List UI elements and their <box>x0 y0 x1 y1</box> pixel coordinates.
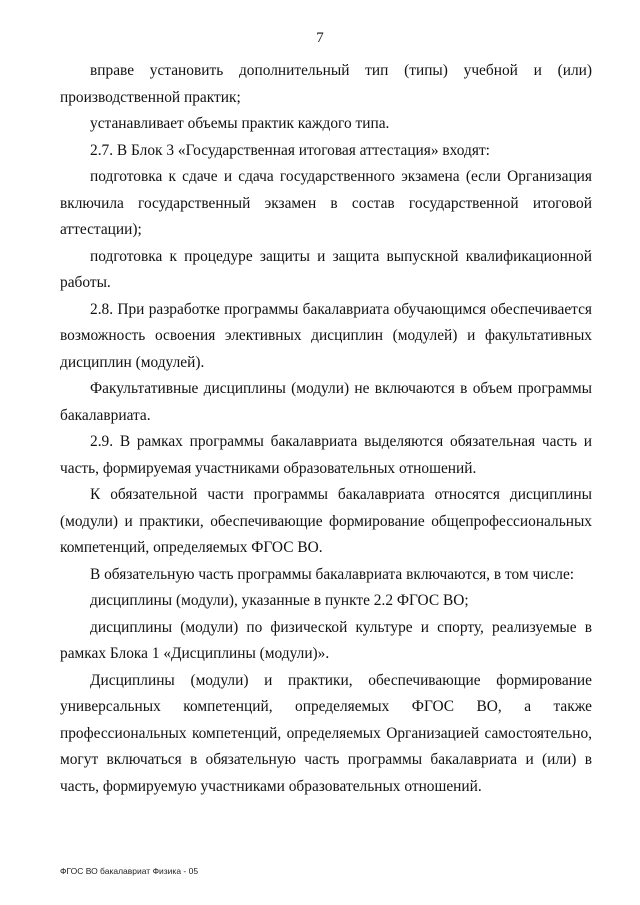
document-body <box>60 58 592 800</box>
paragraph-mandatory-part: К обязательной части программы бакалавриата относятся дисциплины (модули) и практики, обеспечивающие формирование общепрофессиональных компетенций, определяемых ФГОС ВО. <box>60 486 592 556</box>
page-footer: ФГОС ВО бакалавриат Физика - 05 <box>60 866 199 876</box>
paragraph-2-8: 2.8. При разработке программы бакалавриата обучающимся обеспечивается возможность освоения элективных дисциплин (модулей) и факультативных дисциплин (модулей). <box>60 300 592 371</box>
paragraph-thesis-defense: подготовка к процедуре защиты и защита выпускной квалификационной работы. <box>60 247 592 291</box>
paragraph-practice-volume: устанавливает объемы практик каждого типа. <box>90 115 390 132</box>
paragraph-universal-competencies: Дисциплины (модули) и практики, обеспечивающие формирование универсальных компетенций, определяемых ФГОС ВО, а также профессиональных компетенций, определяемых Организацией самостоятельно, могут включаться в обязательную часть программы бакалавриата и (или) в часть, формируемую участниками образовательных отношений. <box>60 671 592 795</box>
page-number: 7 <box>316 30 324 46</box>
paragraph-practice-type: вправе установить дополнительный тип (типы) учебной и (или) производственной практик; <box>60 62 592 106</box>
paragraph-physical-culture: дисциплины (модули) по физической культуре и спорту, реализуемые в рамках Блока 1 «Дисциплины (модули)». <box>60 618 592 662</box>
paragraph-disciplines-2-2: дисциплины (модули), указанные в пункте 2.2 ФГОС ВО; <box>90 592 469 609</box>
paragraph-2-7: 2.7. В Блок 3 «Государственная итоговая аттестация» входят: <box>90 141 490 159</box>
paragraph-mandatory-includes: В обязательную часть программы бакалавриата включаются, в том числе: <box>90 565 575 583</box>
paragraph-2-9: 2.9. В рамках программы бакалавриата выделяются обязательная часть и часть, формируемая участниками образовательных отношений. <box>60 433 592 477</box>
paragraph-optional-disciplines: Факультативные дисциплины (модули) не включаются в объем программы бакалавриата. <box>60 380 592 424</box>
paragraph-state-exam: подготовка к сдаче и сдача государственного экзамена (если Организация включила государственный экзамен в состав государственной итоговой аттестации); <box>60 168 592 238</box>
